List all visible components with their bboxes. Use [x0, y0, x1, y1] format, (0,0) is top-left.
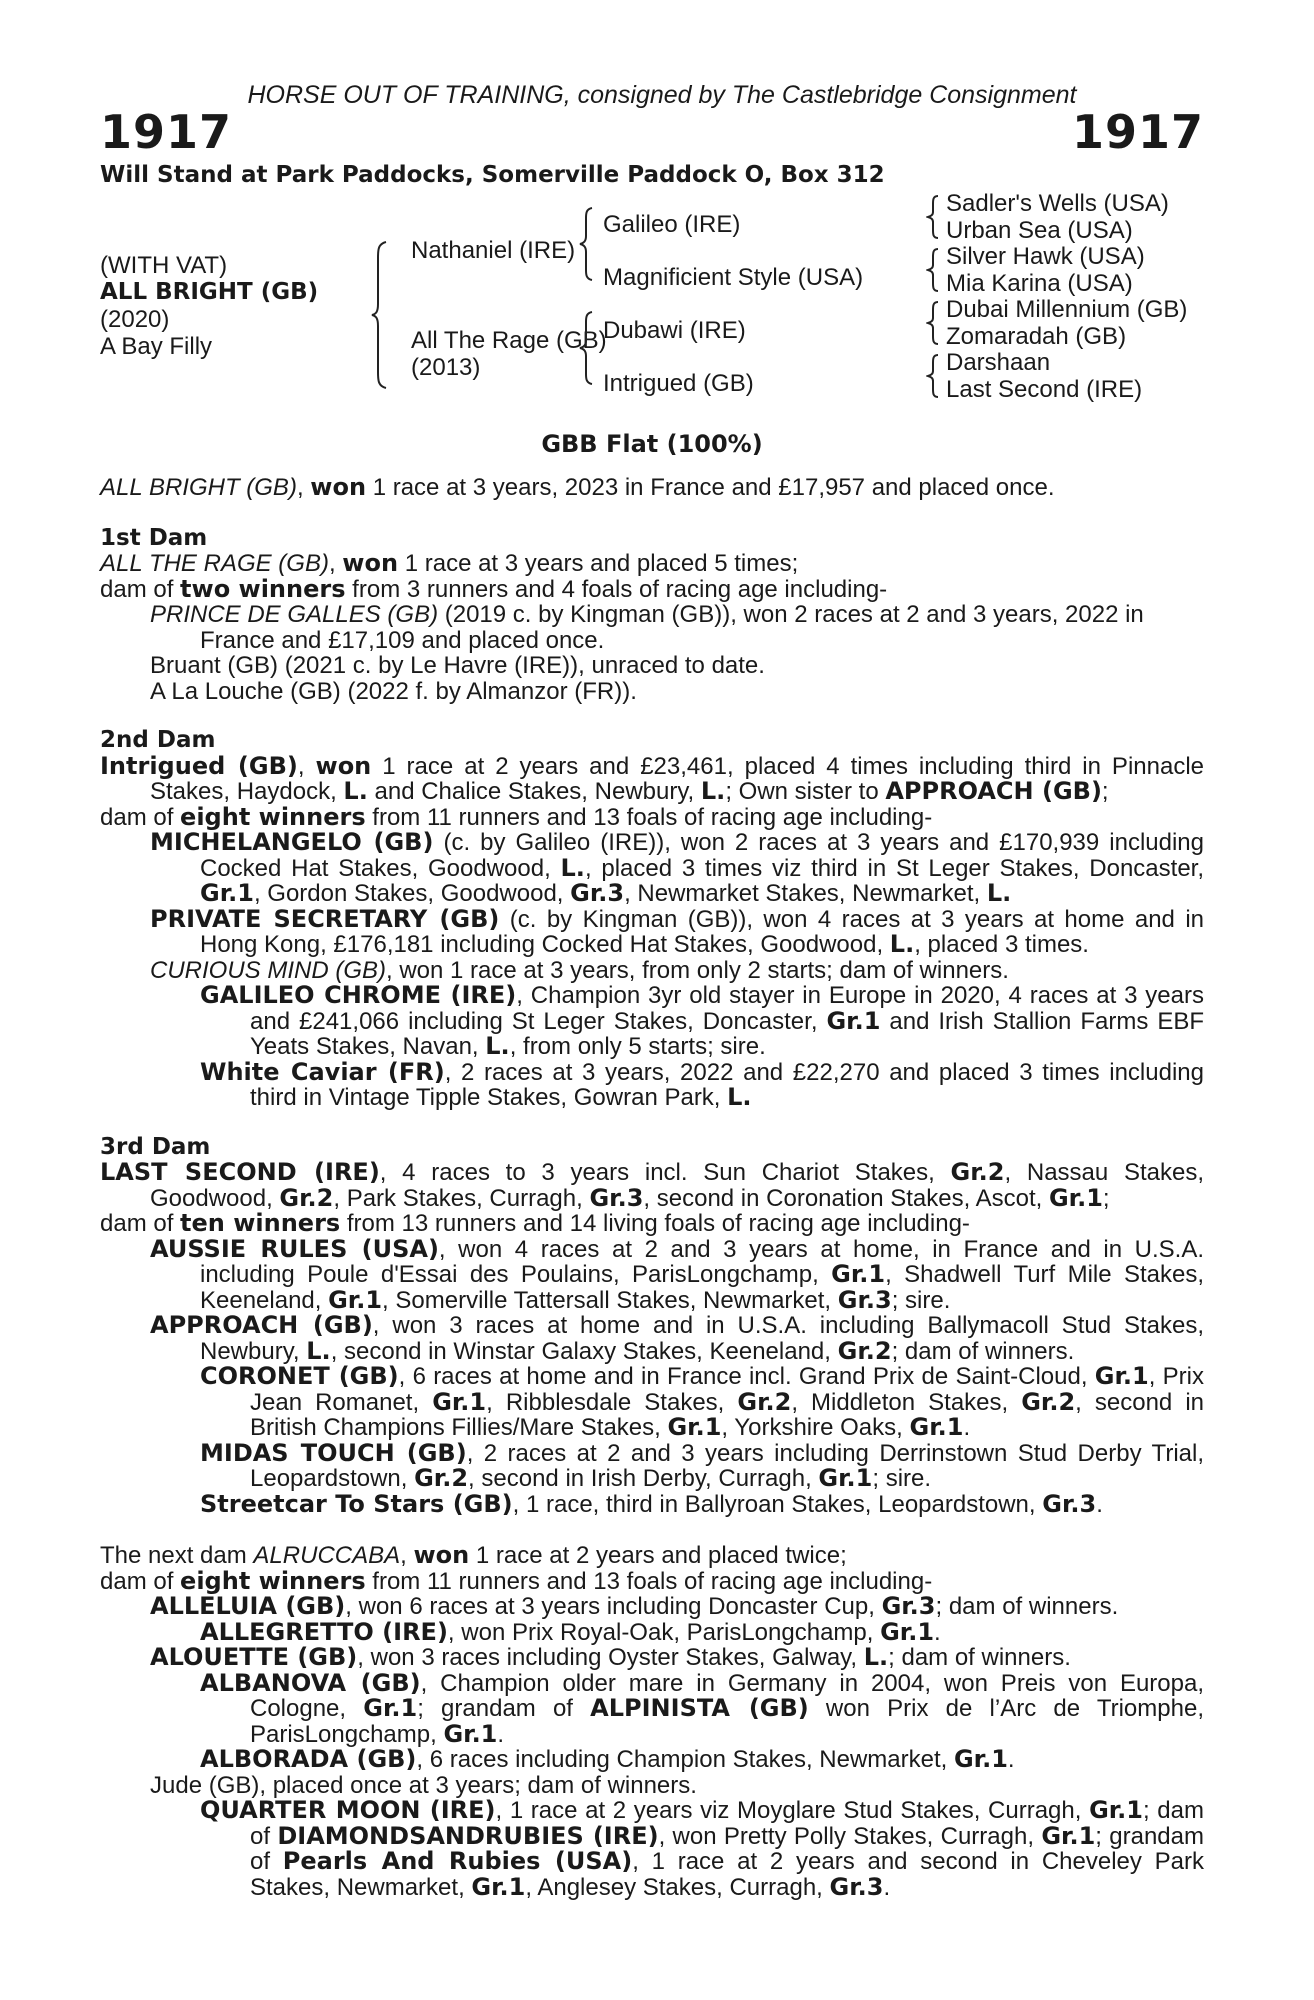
produce-entry: CORONET (GB), 6 races at home and in France incl. Grand Prix de Saint-Cloud, Gr.1, Prix Jean Romanet, Gr.1, Ribblesdale Stakes, Gr.2, Middleton Stakes, Gr.2, second in British Champions Fillies/Mare Stakes, Gr.1, Yorkshire Oaks, Gr.1. [200, 1362, 1204, 1441]
produce-entry: AUSSIE RULES (USA), won 4 races at 2 and 3 years at home, in France and in U.S.A. including Poule d'Essai des Poulains, ParisLongchamp, Gr.1, Shadwell Turf Mile Stakes, Keeneland, Gr.1, Somerville Tattersall Stakes, Newmarket, Gr.3; sire. [150, 1234, 1205, 1314]
ds-dam: Zomaradah (GB) [946, 323, 1127, 350]
dam-sire: Dubawi (IRE) [603, 317, 746, 344]
produce-entry: Bruant (GB) (2021 c. by Le Havre (IRE)), unraced to date. [150, 652, 765, 679]
second-dam-produce-line: dam of eight winners from 11 runners and 13 foals of racing age including- [100, 802, 933, 831]
third-dam-line: LAST SECOND (IRE), 4 races to 3 years incl. Sun Chariot Stakes, Gr.2, Nassau Stakes, Goodwood, Gr.2, Park Stakes, Curragh, Gr.3, second in Coronation Stakes, Ascot, Gr.1; [100, 1158, 1205, 1212]
first-dam-produce-line: dam of two winners from 3 runners and 4 foals of racing age including- [100, 574, 888, 603]
lot-number-left: 1917 [100, 105, 233, 159]
second-dam-line: Intrigued (GB), won 1 race at 2 years and £23,461, placed 4 times including third in Pinnacle Stakes, Haydock, L. and Chalice Stakes, Newbury, L.; Own sister to APPROACH (GB); [100, 751, 1204, 805]
first-dam-heading: 1st Dam [100, 524, 208, 551]
brace-gen1 [370, 240, 390, 390]
dam: All The Rage (GB) [411, 327, 607, 354]
ss-sire: Sadler's Wells (USA) [946, 190, 1169, 217]
dam-year: (2013) [411, 354, 481, 381]
produce-entry: Streetcar To Stars (GB), 1 race, third in Ballyroan Stakes, Leopardstown, Gr.3. [200, 1489, 1103, 1518]
third-dam-section [100, 1135, 1204, 1518]
produce-entry: MICHELANGELO (GB) (c. by Galileo (IRE)), won 2 races at 3 years and £170,939 including Cocked Hat Stakes, Goodwood, L., placed 3 times viz third in St Leger Stakes, Doncaster, Gr.1, Gordon Stakes, Goodwood, Gr.3, Newmarket Stakes, Newmarket, L. [150, 828, 1205, 907]
brace-ss [926, 194, 942, 240]
ds-sire: Dubai Millennium (GB) [946, 296, 1188, 323]
produce-entry: Jude (GB), placed once at 3 years; dam of winners. [150, 1771, 697, 1799]
rating-line: GBB Flat (100%) [541, 430, 763, 458]
sire-dam: Magnificient Style (USA) [603, 264, 864, 291]
sd-sire: Silver Hawk (USA) [946, 243, 1145, 270]
produce-entry: ALBORADA (GB), 6 races including Champion Stakes, Newmarket, Gr.1. [200, 1745, 1015, 1773]
first-dam-section [100, 526, 1204, 705]
horse-name: ALL BRIGHT (GB) [100, 279, 319, 305]
sd-dam: Mia Karina (USA) [946, 270, 1133, 297]
produce-entry: PRIVATE SECRETARY (GB) (c. by Kingman (GB)), won 4 races at 3 years at home and in Hong Kong, £176,181 including Cocked Hat Stakes, Goodwood, L., placed 3 times. [150, 904, 1204, 958]
brace-sire [578, 206, 596, 282]
race-record: ALL BRIGHT (GB), won 1 race at 3 years, 2023 in France and £17,957 and placed once. [100, 473, 1055, 501]
produce-entry: ALLEGRETTO (IRE), won Prix Royal-Oak, ParisLongchamp, Gr.1. [200, 1617, 941, 1646]
produce-entry: White Caviar (FR), 2 races at 3 years, 2022 and £22,270 and placed 3 times including third in Vintage Tipple Stakes, Gowran Park, L. [200, 1057, 1204, 1111]
produce-entry: APPROACH (GB), won 3 races at home and in U.S.A. including Ballymacoll Stud Stakes, Newbury, L., second in Winstar Galaxy Stakes, Keeneland, Gr.2; dam of winners. [150, 1311, 1204, 1365]
dam-dam: Intrigued (GB) [603, 370, 754, 397]
produce-entry: A La Louche (GB) (2022 f. by Almanzor (FR)). [150, 677, 637, 705]
sire: Nathaniel (IRE) [411, 237, 576, 264]
produce-entry: GALILEO CHROME (IRE), Champion 3yr old stayer in Europe in 2020, 4 races at 3 years and £241,066 including St Leger Stakes, Doncaster, Gr.1 and Irish Stallion Farms EBF Yeats Stakes, Navan, L., from only 5 starts; sire. [200, 981, 1204, 1060]
brace-dd [926, 353, 942, 399]
ss-dam: Urban Sea (USA) [946, 217, 1133, 244]
produce-entry: CURIOUS MIND (GB), won 1 race at 3 years, from only 2 starts; dam of winners. [150, 956, 1009, 984]
pedigree-table [100, 190, 1204, 430]
fourth-dam-produce-line: dam of eight winners from 11 runners and 13 foals of racing age including- [100, 1566, 933, 1595]
lot-number-right: 1917 [1071, 105, 1204, 159]
vat-note: (WITH VAT) [100, 252, 228, 279]
produce-entry: QUARTER MOON (IRE), 1 race at 2 years viz Moyglare Stud Stakes, Curragh, Gr.1; dam of DIAMONDSANDRUBIES (IRE), won Pretty Polly Stakes, Curragh, Gr.1; grandam of Pearls And Rubies (USA), 1 race at 2 years and second in Cheveley Park Stakes, Newmarket, Gr.1, Anglesey Stakes, Curragh, Gr.3. [200, 1796, 1205, 1901]
dd-sire: Darshaan [946, 349, 1051, 376]
fourth-dam-line: The next dam ALRUCCABA, won 1 race at 2 years and placed twice; [100, 1541, 847, 1569]
produce-entry: ALBANOVA (GB), Champion older mare in Germany in 2004, won Preis von Europa, Cologne, Gr.1; grandam of ALPINISTA (GB) won Prix de l’Arc de Triomphe, ParisLongchamp, Gr.1. [200, 1668, 1205, 1748]
first-dam-line: ALL THE RAGE (GB), won 1 race at 3 years and placed 5 times; [100, 549, 799, 577]
fourth-dam-section [100, 1543, 1204, 1900]
second-dam-section [100, 728, 1204, 1111]
produce-entry: MIDAS TOUCH (GB), 2 races at 2 and 3 years including Derrinstown Stud Derby Trial, Leopardstown, Gr.2, second in Irish Derby, Curragh, Gr.1; sire. [200, 1438, 1204, 1492]
produce-entry: ALLELUIA (GB), won 6 races at 3 years including Doncaster Cup, Gr.3; dam of winners. [150, 1592, 1119, 1620]
stand-location: Will Stand at Park Paddocks, Somerville Paddock O, Box 312 [100, 162, 885, 188]
third-dam-produce-line: dam of ten winners from 13 runners and 14 living foals of racing age including- [100, 1209, 970, 1237]
lot-number-row [100, 106, 1204, 158]
brace-sd [926, 247, 942, 293]
sire-sire: Galileo (IRE) [603, 211, 741, 238]
second-dam-heading: 2nd Dam [100, 727, 216, 753]
brace-dam [578, 310, 596, 386]
catalogue-page [100, 80, 1204, 1900]
produce-entry: PRINCE DE GALLES (GB) (2019 c. by Kingman (GB)), won 2 races at 2 and 3 years, 2022 in France and £17,109 and placed once. [150, 601, 1144, 654]
produce-entry: ALOUETTE (GB), won 3 races including Oyster Stakes, Galway, L.; dam of winners. [150, 1643, 1071, 1671]
third-dam-heading: 3rd Dam [100, 1133, 211, 1160]
horse-year: (2020) [100, 306, 170, 333]
dd-dam: Last Second (IRE) [946, 376, 1143, 403]
horse-description: A Bay Filly [100, 333, 213, 360]
brace-ds [926, 300, 942, 346]
consignment-line: HORSE OUT OF TRAINING, consigned by The Castlebridge Consignment [247, 81, 1077, 109]
